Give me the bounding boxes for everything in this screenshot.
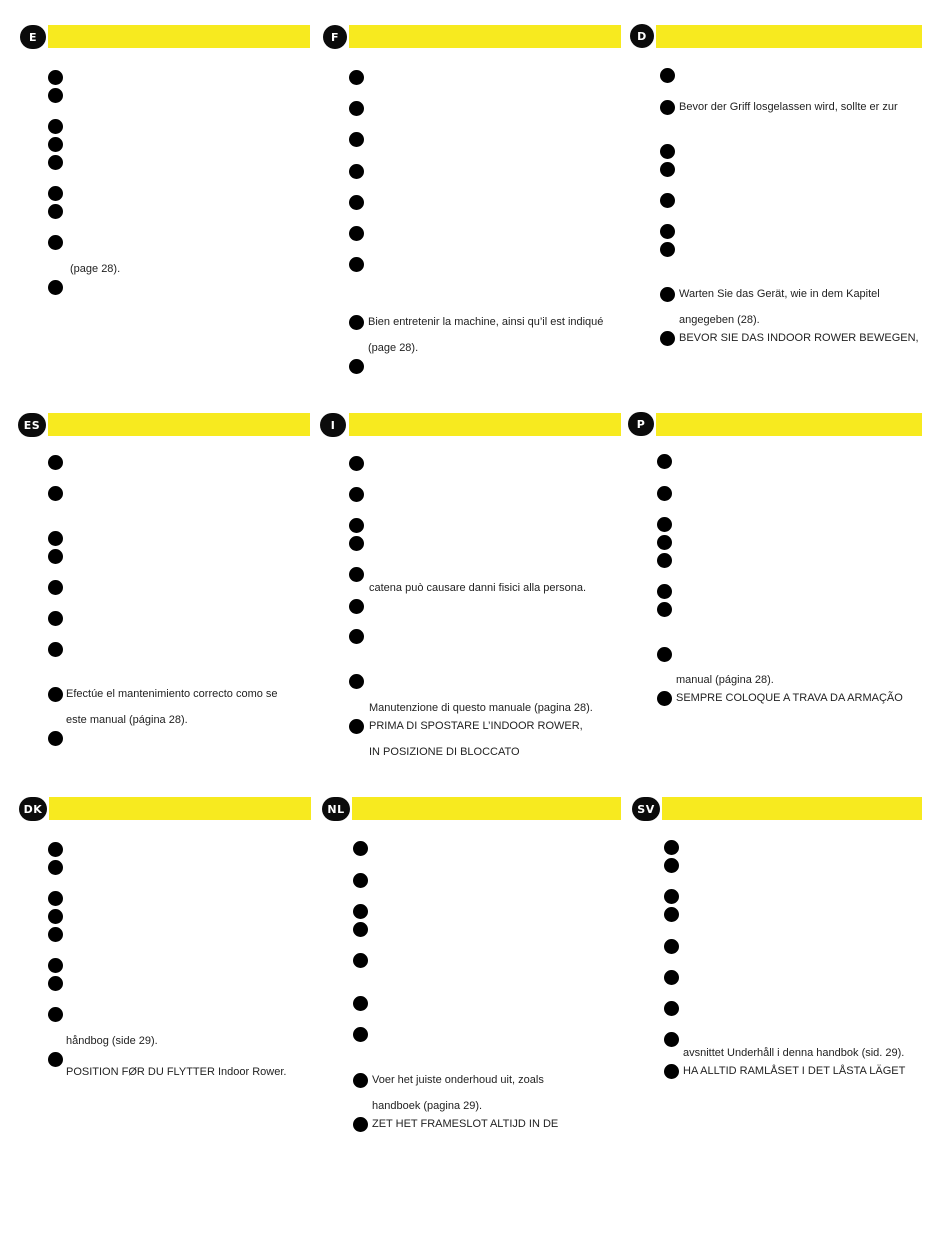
bullet	[353, 873, 368, 888]
bullet	[660, 100, 675, 115]
language-badge-es: ES	[18, 413, 46, 437]
bullet	[349, 487, 364, 502]
section-header-bar-d	[656, 25, 922, 48]
bullet	[660, 144, 675, 159]
bullet	[660, 162, 675, 177]
bullet	[353, 1027, 368, 1042]
bullet	[657, 584, 672, 599]
bullet	[660, 242, 675, 257]
bullet	[660, 331, 675, 346]
section-header-bar-sv	[662, 797, 922, 820]
nl-maintenance-text: Voer het juiste onderhoud uit, zoals	[372, 1074, 544, 1086]
dk-move-warning: POSITION FØR DU FLYTTER Indoor Rower.	[66, 1066, 287, 1078]
language-badge-nl: NL	[322, 797, 350, 821]
bullet	[48, 1007, 63, 1022]
bullet	[657, 486, 672, 501]
section-header-bar-nl	[352, 797, 621, 820]
bullet	[353, 1117, 368, 1132]
bullet	[349, 536, 364, 551]
bullet	[48, 235, 63, 250]
section-header-bar-es	[48, 413, 310, 436]
sv-reference-text: avsnittet Underhåll i denna handbok (sid. 29).	[683, 1047, 905, 1059]
bullet	[349, 132, 364, 147]
f-maintenance-text: Bien entretenir la machine, ainsi qu’il est indiqué	[368, 316, 604, 328]
bullet	[349, 629, 364, 644]
section-header-bar-f	[349, 25, 621, 48]
bullet	[657, 535, 672, 550]
language-badge-e: E	[20, 25, 46, 49]
bullet	[353, 841, 368, 856]
bullet	[48, 731, 63, 746]
bullet	[48, 976, 63, 991]
bullet	[349, 674, 364, 689]
bullet	[349, 359, 364, 374]
language-badge-p: P	[628, 412, 654, 436]
bullet	[48, 137, 63, 152]
bullet	[660, 193, 675, 208]
language-badge-f: F	[323, 25, 347, 49]
bullet	[48, 486, 63, 501]
bullet	[48, 280, 63, 295]
bullet	[657, 553, 672, 568]
bullet	[657, 517, 672, 532]
bullet	[349, 226, 364, 241]
bullet	[657, 691, 672, 706]
bullet	[664, 907, 679, 922]
i-chain-warning: catena può causare danni fisici alla persona.	[369, 582, 587, 594]
bullet	[48, 842, 63, 857]
d-move-warning: BEVOR SIE DAS INDOOR ROWER BEWEGEN,	[679, 332, 919, 344]
bullet	[48, 531, 63, 546]
bullet	[349, 257, 364, 272]
bullet	[48, 119, 63, 134]
d-service-text: Warten Sie das Gerät, wie in dem Kapitel	[679, 288, 880, 300]
es-maintenance-text: Efectúe el mantenimiento correcto como se	[66, 688, 278, 700]
bullet	[664, 1032, 679, 1047]
bullet	[353, 1073, 368, 1088]
bullet	[664, 858, 679, 873]
bullet	[664, 840, 679, 855]
section-header-bar-i	[349, 413, 621, 436]
i-move-warning: PRIMA DI SPOSTARE L’INDOOR ROWER,	[369, 720, 583, 732]
d-handle-text: Bevor der Griff losgelassen wird, sollte er zur	[679, 101, 898, 113]
bullet	[349, 70, 364, 85]
bullet	[660, 287, 675, 302]
bullet	[48, 611, 63, 626]
bullet	[48, 580, 63, 595]
bullet	[349, 518, 364, 533]
es-reference-text: este manual (página 28).	[66, 714, 188, 726]
bullet	[48, 549, 63, 564]
bullet	[48, 155, 63, 170]
language-badge-sv: SV	[632, 797, 660, 821]
bullet	[664, 970, 679, 985]
language-badge-dk: DK	[19, 797, 47, 821]
language-badge-i: I	[320, 413, 346, 437]
bullet	[664, 1001, 679, 1016]
bullet	[349, 456, 364, 471]
bullet	[349, 101, 364, 116]
i-maintenance-text: Manutenzione di questo manuale (pagina 28).	[369, 702, 593, 714]
bullet	[664, 889, 679, 904]
p-lock-warning: SEMPRE COLOQUE A TRAVA DA ARMAÇÃO	[676, 692, 903, 704]
section-header-bar-e	[48, 25, 310, 48]
bullet	[664, 1064, 679, 1079]
bullet	[353, 904, 368, 919]
bullet	[353, 922, 368, 937]
bullet	[48, 927, 63, 942]
bullet	[349, 164, 364, 179]
bullet	[353, 953, 368, 968]
bullet	[48, 455, 63, 470]
bullet	[48, 642, 63, 657]
bullet	[48, 1052, 63, 1067]
e-page-reference: (page 28).	[70, 263, 121, 275]
bullet	[48, 186, 63, 201]
p-reference-text: manual (página 28).	[676, 674, 774, 686]
bullet	[349, 315, 364, 330]
bullet	[657, 602, 672, 617]
bullet	[48, 909, 63, 924]
dk-reference-text: håndbog (side 29).	[66, 1035, 158, 1047]
bullet	[48, 70, 63, 85]
bullet	[657, 647, 672, 662]
language-badge-d: D	[630, 24, 654, 48]
nl-reference-text: handboek (pagina 29).	[372, 1100, 483, 1112]
bullet	[48, 958, 63, 973]
nl-lock-warning: ZET HET FRAMESLOT ALTIJD IN DE	[372, 1118, 559, 1130]
sv-lock-warning: HA ALLTID RAMLÅSET I DET LÅSTA LÄGET	[683, 1065, 906, 1077]
section-header-bar-dk	[49, 797, 311, 820]
bullet	[349, 195, 364, 210]
bullet	[664, 939, 679, 954]
bullet	[48, 687, 63, 702]
d-reference-text: angegeben (28).	[679, 314, 760, 326]
bullet	[48, 891, 63, 906]
bullet	[660, 68, 675, 83]
bullet	[48, 204, 63, 219]
bullet	[349, 567, 364, 582]
bullet	[657, 454, 672, 469]
section-header-bar-p	[656, 413, 922, 436]
i-lock-text: IN POSIZIONE DI BLOCCATO	[369, 746, 520, 758]
bullet	[353, 996, 368, 1011]
bullet	[349, 719, 364, 734]
bullet	[48, 88, 63, 103]
bullet	[660, 224, 675, 239]
bullet	[349, 599, 364, 614]
f-page-reference: (page 28).	[368, 342, 419, 354]
bullet	[48, 860, 63, 875]
